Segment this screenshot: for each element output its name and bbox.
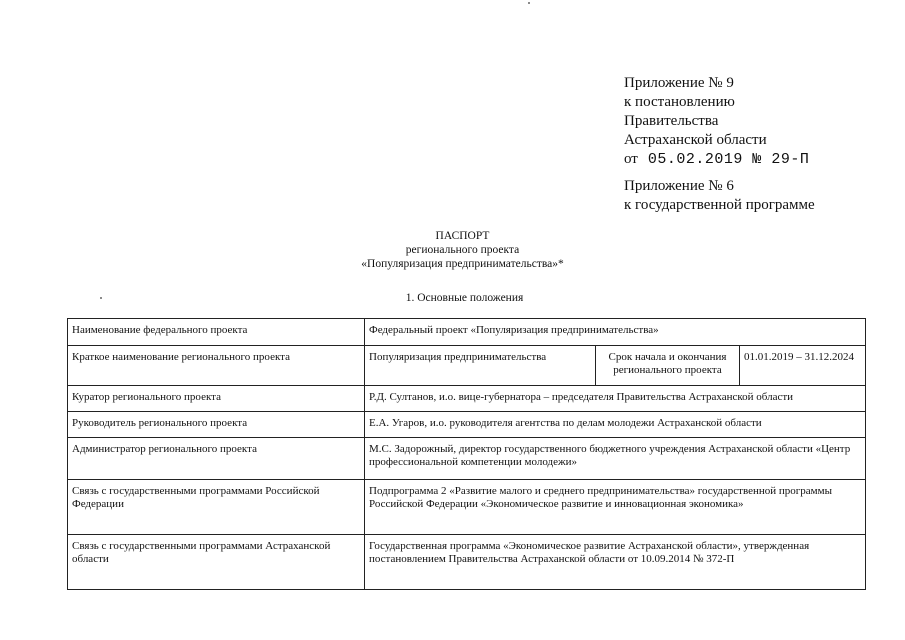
appendix-9-date-line <box>624 150 809 169</box>
row-label: Куратор регионального проекта <box>68 386 365 412</box>
row-value: Федеральный проект «Популяризация предпринимательства» <box>365 319 866 346</box>
table-row <box>68 319 866 346</box>
date-prefix: от <box>624 151 638 167</box>
row-value: Популяризация предпринимательства <box>365 346 596 386</box>
row-label: Наименование федерального проекта <box>68 319 365 346</box>
date-stamp: 05.02.2019 № 29-П <box>647 151 810 168</box>
row-value: Подпрограмма 2 «Развитие малого и среднего предпринимательства» государственной программы Российской Федерации «Экономическое развитие и инновационная экономика» <box>365 480 866 535</box>
row-value: Е.А. Угаров, и.о. руководителя агентства по делам молодежи Астраханской области <box>365 412 866 438</box>
row-label: Краткое наименование регионального проекта <box>68 346 365 386</box>
title-line: «Популяризация предпринимательства»* <box>361 258 564 270</box>
row-value: Р.Д. Султанов, и.о. вице-губернатора – председателя Правительства Астраханской области <box>365 386 866 412</box>
row-label: Администратор регионального проекта <box>68 438 365 480</box>
row-value: Государственная программа «Экономическое развитие Астраханской области», утвержденная постановлением Правительства Астраханской области от 10.09.2014 № 372-П <box>365 535 866 590</box>
row-value: М.С. Задорожный, директор государственного бюджетного учреждения Астраханской области «Центр профессиональной компетенции молодежи» <box>365 438 866 480</box>
term-label: Срок начала и окончания регионального проекта <box>596 346 740 386</box>
scan-speck <box>100 297 102 299</box>
table-row <box>68 386 866 412</box>
table-row <box>68 480 866 535</box>
document-title <box>10 229 905 271</box>
appendix-9-line: к постановлению <box>624 94 735 110</box>
row-label: Связь с государственными программами Российской Федерации <box>68 480 365 535</box>
table-row <box>68 535 866 590</box>
appendix-6-line: к государственной программе <box>624 197 815 213</box>
scan-speck <box>528 2 530 4</box>
appendix-9-line: Приложение № 9 <box>624 75 734 91</box>
table-row <box>68 438 866 480</box>
table-row <box>68 412 866 438</box>
term-value: 01.01.2019 – 31.12.2024 <box>740 346 866 386</box>
row-label: Связь с государственными программами Астраханской области <box>68 535 365 590</box>
appendix-6-line: Приложение № 6 <box>624 178 734 194</box>
appendix-9-line: Астраханской области <box>624 132 767 148</box>
passport-table <box>67 318 866 590</box>
table-row <box>68 346 866 386</box>
appendix-6-header <box>624 177 815 215</box>
section-title: 1. Основные положения <box>405 292 524 304</box>
title-line: регионального проекта <box>405 244 520 256</box>
title-line: ПАСПОРТ <box>435 230 490 242</box>
appendix-9-line: Правительства <box>624 113 719 129</box>
appendix-9-header <box>624 74 809 169</box>
row-label: Руководитель регионального проекта <box>68 412 365 438</box>
